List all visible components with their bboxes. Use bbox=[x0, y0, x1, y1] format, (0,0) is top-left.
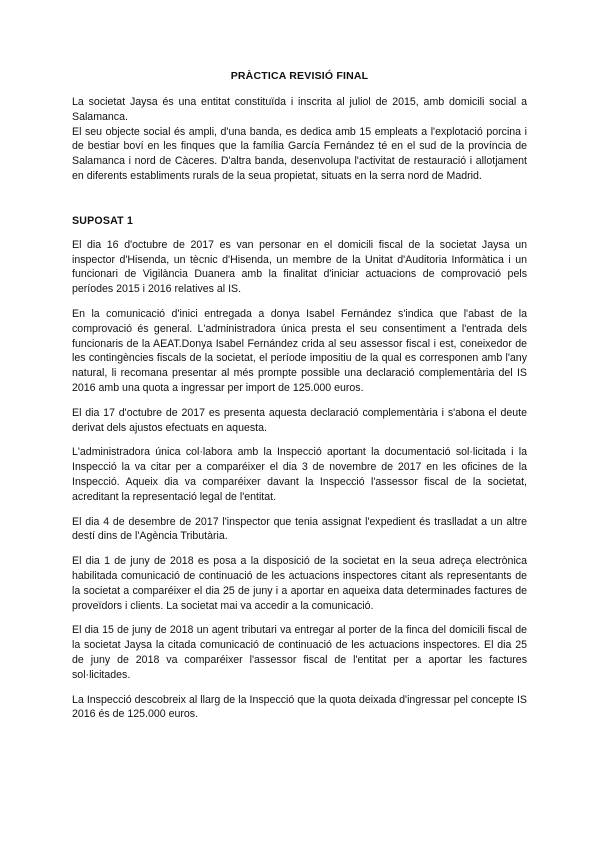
paragraph: El dia 15 de juny de 2018 un agent tributari va entregar al porter de la finca del domicili fiscal de la societat Jaysa la citada comunicació de continuació de les actuacions inspectores. El dia 25 de juny de 2018 va comparéixer l'assessor fiscal de l'entitat per a aportar les factures sol·licitades. bbox=[72, 624, 527, 681]
intro-paragraph: La societat Jaysa és una entitat constituïda i inscrita al juliol de 2015, amb domicili social a Salamanca. bbox=[72, 96, 527, 123]
section-heading: SUPOSAT 1 bbox=[72, 214, 134, 227]
case-paragraphs bbox=[72, 238, 527, 722]
intro-paragraph: El seu objecte social és ampli, d'una banda, es dedica amb 15 empleats a l'explotació porcina i de bestiar boví en les finques que la família García Fernández té en el sud de la província de Salamanca i nord de Càceres. D'altra banda, desenvolupa l'activitat de restauració i allotjament en diferents establiments rurals de la seua propietat, situats en la serra nord de Madrid. bbox=[72, 125, 527, 182]
paragraph: La Inspecció descobreix al llarg de la Inspecció que la quota deixada d'ingressar pel concepte IS 2016 és de 125.000 euros. bbox=[72, 693, 527, 721]
paragraph: En la comunicació d'inici entregada a donya Isabel Fernández s'indica que l'abast de la comprovació és general. L'administradora única presta el seu consentiment a l'entrada dels funcionaris de la AEAT.Donya Isabel Fernández crida al seu assessor fiscal i est, coneixedor de les contingències fiscals de la societat, el període impositiu de la qual es corresponen amb l'any natural, li recomana presentar al més prompte possible una declaració complementària del IS 2016 amb una quota a ingressar per import de 125.000 euros. bbox=[72, 307, 527, 394]
paragraph: El dia 1 de juny de 2018 es posa a la disposició de la societat en la seua adreça electrònica habilitada comunicació de continuació de les actuacions inspectores citant als representants de la societat a comparéixer el dia 25 de juny i a aportar en aqueixa data determinades factures de proveïdors i clients. La societat mai va accedir a la comunicació. bbox=[72, 555, 527, 612]
paragraph: El dia 17 d'octubre de 2017 es presenta aquesta declaració complementària i s'abona el deute derivat dels ajustos efectuats en aquesta. bbox=[72, 406, 527, 434]
paragraph: El dia 16 d'octubre de 2017 es van personar en el domicili fiscal de la societat Jaysa un inspector d'Hisenda, un tècnic d'Hisenda, un membre de la Unitat d'Auditoria Informàtica i un funcionari de Vigilància Duanera amb la finalitat d'iniciar actuacions de comprovació pels períodes 2015 i 2016 relatives al IS. bbox=[72, 238, 527, 296]
paragraph: El dia 4 de desembre de 2017 l'inspector que tenia assignat l'expedient és traslladat a un altre destí dins de l'Agència Tributària. bbox=[72, 515, 527, 543]
document-page bbox=[72, 70, 527, 732]
document-title: PRÀCTICA REVISIÓ FINAL bbox=[230, 70, 369, 82]
paragraph: L'administradora única col·labora amb la Inspecció aportant la documentació sol·licitada i la Inspecció la va citar per a comparéixer el dia 3 de novembre de 2017 en les oficines de la Inspecció. Aqueix dia va comparéixer davant la Inspecció l'assessor fiscal de la societat, acreditant la representació legal de l'entitat. bbox=[72, 446, 527, 503]
intro-section bbox=[72, 95, 527, 184]
